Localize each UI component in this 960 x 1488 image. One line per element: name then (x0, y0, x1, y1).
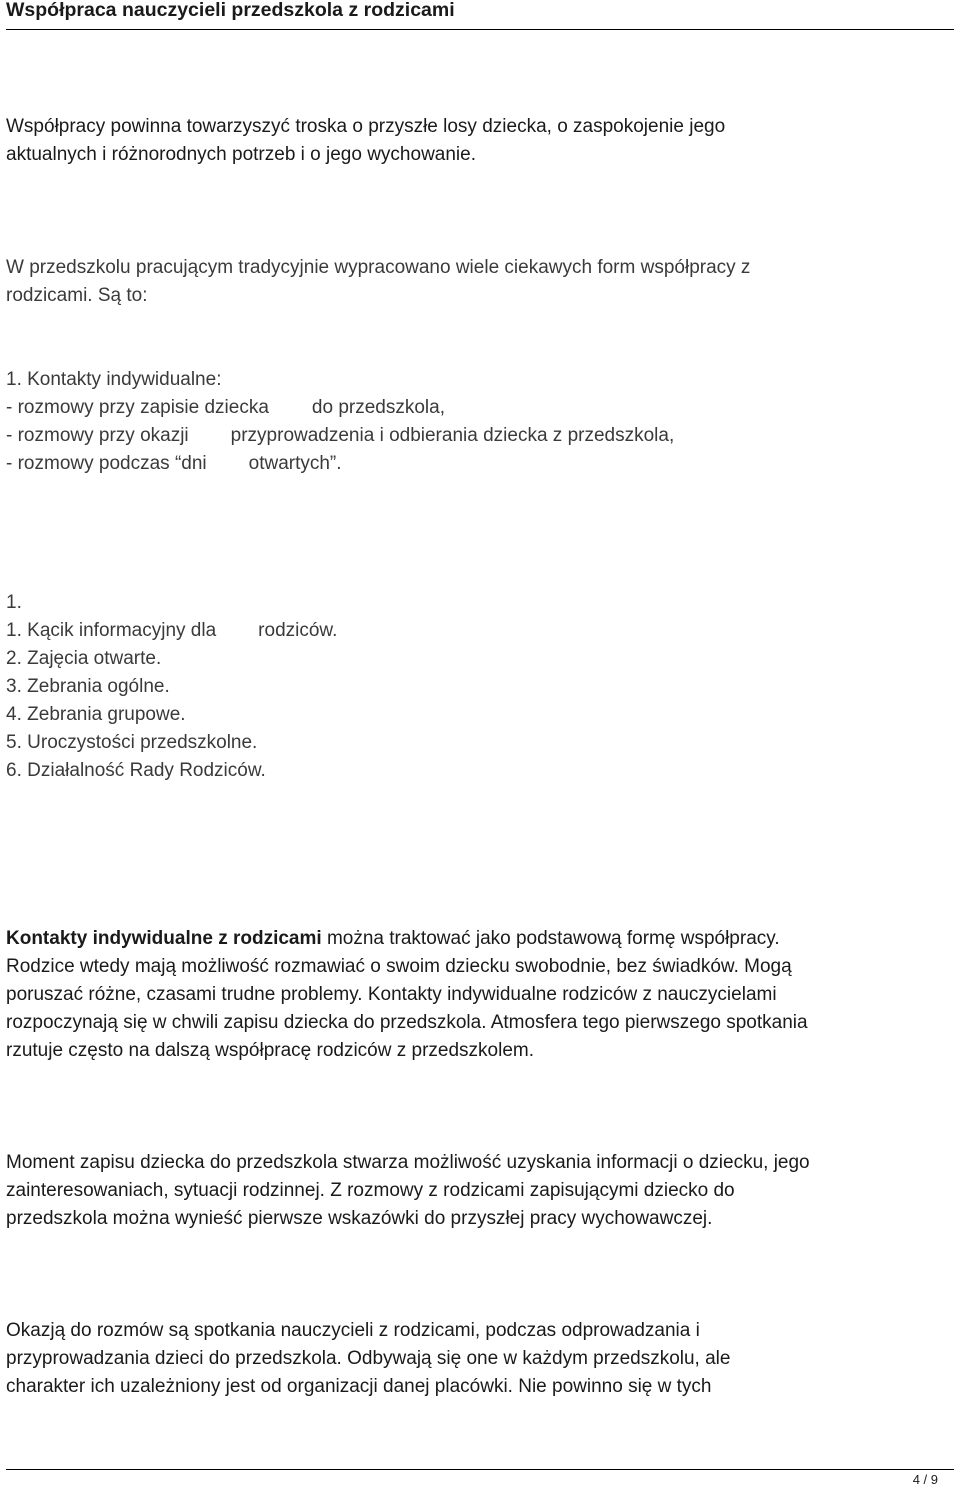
list-item-text: przyprowadzenia i odbierania dziecka z przedszkola, (230, 425, 675, 446)
paragraph-meetings (6, 1317, 956, 1401)
paragraph-line: Okazją do rozmów są spotkania nauczycieli z rodzicami, podczas odprowadzania i (6, 1320, 700, 1341)
list-item (6, 450, 956, 478)
paragraph-line: Rodzice wtedy mają możliwość rozmawiać o swoim dziecku swobodnie, bez świadków. Mogą (6, 956, 792, 977)
paragraph-individual-contacts (6, 925, 956, 1065)
list-item (6, 645, 956, 673)
paragraph-line: zainteresowaniach, sytuacji rodzinnej. Z rozmowy z rodzicami zapisującymi dziecko do (6, 1180, 735, 1201)
list-item (6, 673, 956, 701)
paragraph-line: Moment zapisu dziecka do przedszkola stwarza możliwość uzyskania informacji o dziecku, jego (6, 1152, 810, 1173)
forms-intro-paragraph (6, 254, 956, 310)
list-item-text: Działalność Rady Rodziców. (27, 760, 266, 781)
forms-intro-line: W przedszkolu pracującym tradycyjnie wypracowano wiele ciekawych form współpracy z (6, 257, 751, 278)
intro-line: Współpracy powinna towarzyszyć troska o przyszłe losy dziecka, o zaspokojenie jego (6, 116, 726, 137)
intro-paragraph (6, 113, 956, 169)
bold-phrase: Kontakty indywidualne z rodzicami (6, 928, 322, 949)
list-item (6, 394, 956, 422)
list-item-number: 5. (6, 732, 22, 753)
individual-contacts-heading: 1. Kontakty indywidualne: (6, 369, 222, 390)
list-number: 1. (6, 592, 22, 613)
list-item-text: - rozmowy przy okazji (6, 425, 189, 446)
list-item (6, 757, 956, 785)
list-item-text: Kącik informacyjny dla (27, 620, 217, 641)
paragraph-line: rzutuje często na dalszą współpracę rodziców z przedszkolem. (6, 1040, 535, 1061)
list-item-number: 1. (6, 620, 22, 641)
list-item-text: do przedszkola, (311, 397, 445, 418)
page-title: Współpraca nauczycieli przedszkola z rodzicami (6, 0, 455, 21)
paragraph-line: przyprowadzania dzieci do przedszkola. Odbywają się one w każdym przedszkolu, ale (6, 1348, 731, 1369)
list-item-text: Zebrania ogólne. (27, 676, 170, 697)
intro-line: aktualnych i różnorodnych potrzeb i o jego wychowanie. (6, 144, 476, 165)
list-item-text: Uroczystości przedszkolne. (27, 732, 258, 753)
list-item-number: 3. (6, 676, 22, 697)
list-item-number: 6. (6, 760, 22, 781)
page-number: 4 / 9 (912, 1472, 938, 1487)
list-item-text: Zajęcia otwarte. (27, 648, 162, 669)
list-item (6, 701, 956, 729)
paragraph-line (6, 925, 956, 953)
paragraph-line: rozpoczynają się w chwili zapisu dziecka do przedszkola. Atmosfera tego pierwszego spotkania (6, 1012, 808, 1033)
footer-divider (6, 1469, 954, 1470)
header-divider (6, 29, 954, 30)
list-item-text: rodziców. (258, 620, 338, 641)
paragraph-line: charakter ich uzależniony jest od organizacji danej placówki. Nie powinno się w tych (6, 1376, 712, 1397)
list-item (6, 617, 956, 645)
list-item (6, 422, 956, 450)
paragraph-line: przedszkola można wynieść pierwsze wskazówki do przyszłej pracy wychowawczej. (6, 1208, 713, 1229)
list-item-text: otwartych”. (248, 453, 342, 474)
list-item-text: - rozmowy podczas “dni (6, 453, 207, 474)
forms-intro-line: rodzicami. Są to: (6, 285, 148, 306)
list-item-number: 4. (6, 704, 22, 725)
individual-contacts-section (6, 366, 956, 478)
list-item-text: - rozmowy przy zapisie dziecka (6, 397, 269, 418)
forms-numbered-list (6, 589, 956, 785)
paragraph-enrollment (6, 1149, 956, 1233)
list-item-number: 2. (6, 648, 22, 669)
paragraph-line: poruszać różne, czasami trudne problemy. Kontakty indywidualne rodziców z nauczycielami (6, 984, 777, 1005)
paragraph-text: można traktować jako podstawową formę współpracy. (321, 928, 780, 949)
list-item (6, 729, 956, 757)
list-item-text: Zebrania grupowe. (27, 704, 186, 725)
